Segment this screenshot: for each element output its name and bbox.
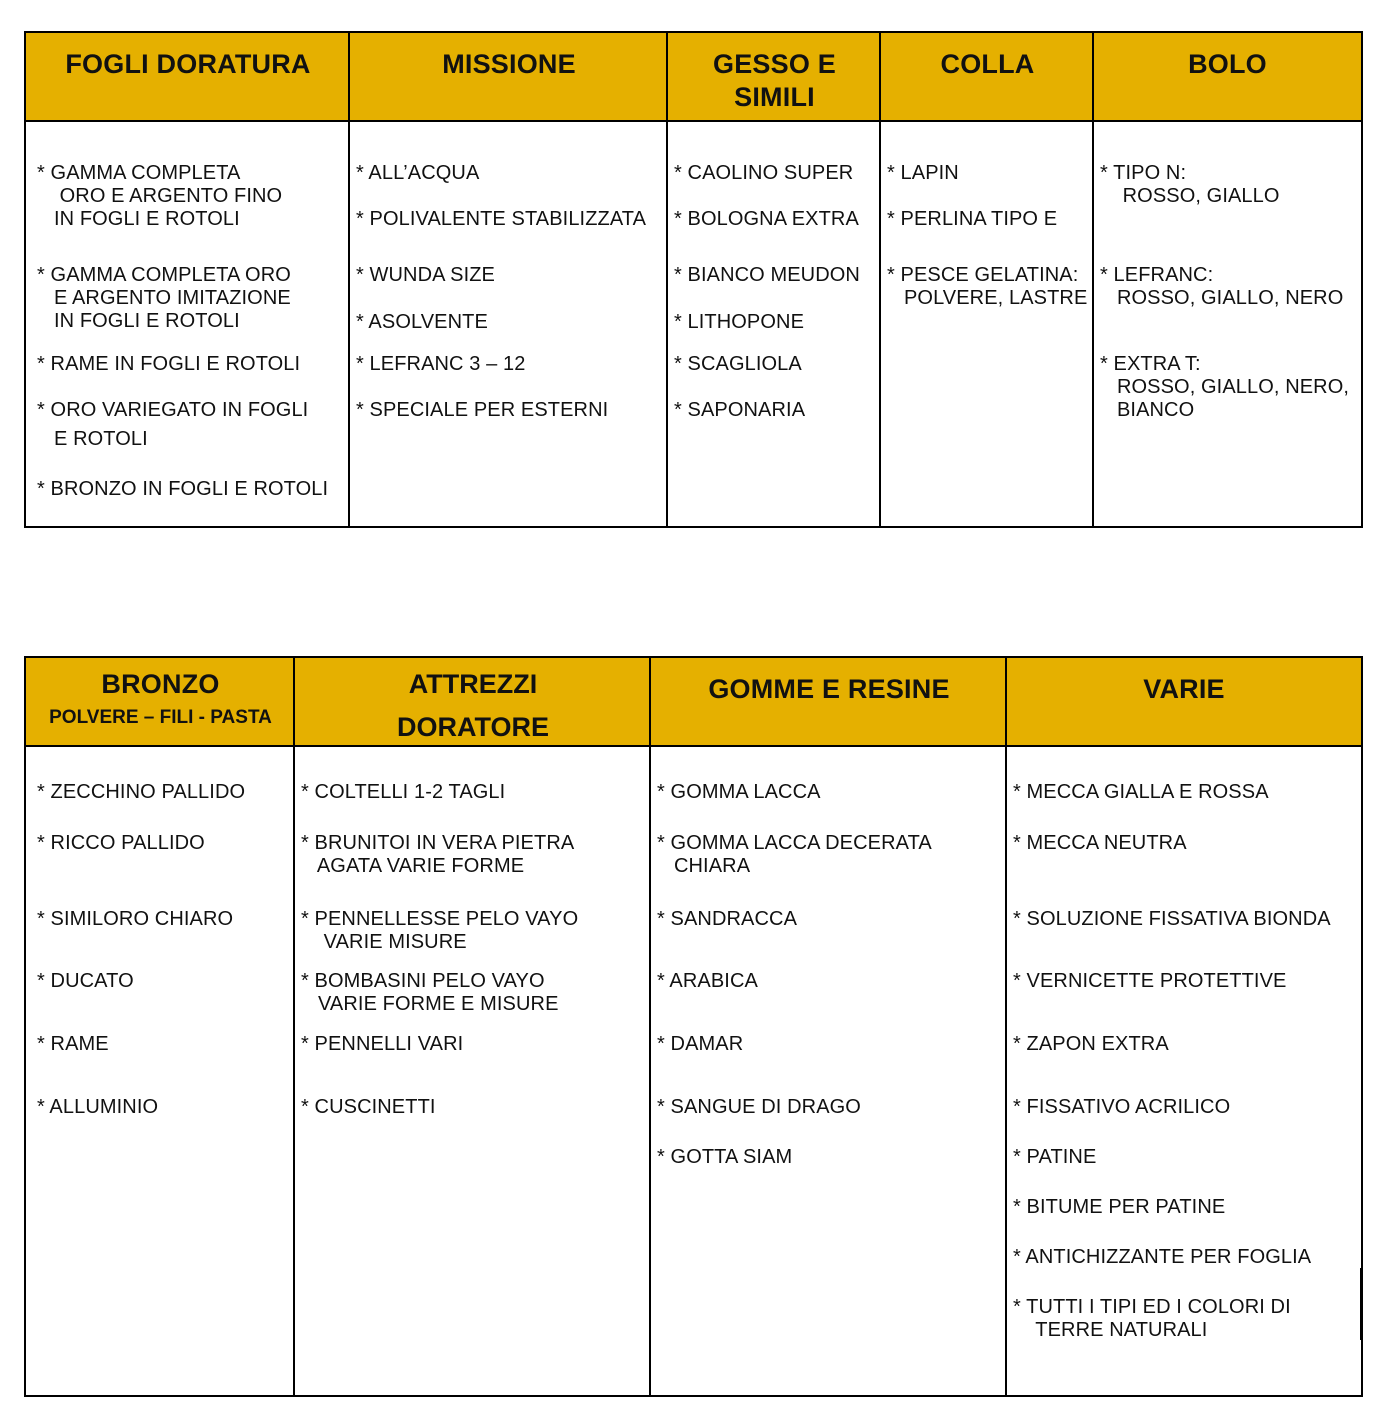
list-item-line: CHIARA [657,855,751,877]
list-item-line: * ORO VARIEGATO IN FOGLI [37,399,309,421]
list-item-line: * GOMMA LACCA DECERATA [657,832,932,854]
list-item-line: TERRE NATURALI [1013,1319,1208,1341]
column-header-title [668,33,881,114]
list-item [37,1096,158,1119]
list-item-line: VARIE MISURE [301,931,467,953]
list-item-line: * BITUME PER PATINE [1013,1196,1226,1218]
list-item-line: * PATINE [1013,1146,1097,1168]
list-item [37,428,148,451]
list-item-line: * FISSATIVO ACRILICO [1013,1096,1231,1118]
list-item [657,1096,861,1119]
list-item-line: * EXTRA T: [1100,353,1201,375]
list-item [37,1033,109,1056]
header-line: BRONZO [101,669,220,699]
list-item-line: * LEFRANC 3 – 12 [356,353,526,375]
column-header-title [26,658,295,701]
list-item-line: * PENNELLI VARI [301,1033,464,1055]
list-item [1100,264,1343,310]
list-item [37,478,328,501]
column-header-title [295,658,651,749]
column-header [1007,658,1361,747]
column-header [1094,33,1361,122]
list-item-line: * SCAGLIOLA [674,353,802,375]
column-header [651,658,1007,747]
list-item-line: ROSSO, GIALLO, NERO, [1100,376,1350,398]
list-item [657,1033,743,1056]
list-item-line: * ANTICHIZZANTE PER FOGLIA [1013,1246,1312,1268]
list-item [356,311,488,334]
list-item [1100,353,1349,422]
column-header-title [651,658,1007,706]
list-item [887,162,959,185]
list-item [1013,1296,1291,1342]
list-item-line: * LEFRANC: [1100,264,1214,286]
column-header [881,33,1094,122]
list-item-line: * BOLOGNA EXTRA [674,208,859,230]
column-varie [1005,658,1361,1395]
list-item [301,781,505,804]
column-attrezzi-doratore [293,658,651,1395]
list-item-line: * ARABICA [657,970,758,992]
header-line: MISSIONE [442,49,576,79]
list-item [37,970,134,993]
list-item-line: * BIANCO MEUDON [674,264,860,286]
list-item-line: * COLTELLI 1-2 TAGLI [301,781,506,803]
list-item-line: ROSSO, GIALLO, NERO [1100,287,1344,309]
list-item [887,208,1057,231]
list-item [1013,1146,1096,1169]
list-item-line: * LITHOPONE [674,311,805,333]
list-item [1013,1033,1169,1056]
list-item [301,832,574,878]
list-item-line: * RAME IN FOGLI E ROTOLI [37,353,301,375]
header-line: ATTREZZI [408,669,538,699]
list-item-line: * RAME [37,1033,109,1055]
list-item [356,208,646,231]
list-item-line: * GAMMA COMPLETA ORO [37,264,291,286]
list-item [356,399,608,422]
list-item [1013,970,1286,993]
list-item-line: * LAPIN [887,162,959,184]
header-line: DORATORE [396,712,549,742]
list-item-line: * SOLUZIONE FISSATIVA BIONDA [1013,908,1331,930]
list-item [657,781,821,804]
column-missione [348,33,668,526]
list-item-line: * ZAPON EXTRA [1013,1033,1169,1055]
list-item [356,264,495,287]
list-item [37,162,282,231]
list-item-line: * ALL’ACQUA [356,162,480,184]
list-item-line: * GAMMA COMPLETA [37,162,241,184]
column-header-title [350,33,668,81]
list-item-line: * MECCA NEUTRA [1013,832,1187,854]
list-item-line: IN FOGLI E ROTOLI [37,208,240,230]
list-item-line: * TIPO N: [1100,162,1187,184]
list-item-line: BIANCO [1100,399,1195,421]
list-item-line: * DAMAR [657,1033,744,1055]
column-header [295,658,651,747]
list-item [356,162,479,185]
list-item-line: * BRONZO IN FOGLI E ROTOLI [37,478,329,500]
list-item [1013,1096,1230,1119]
list-item [1013,832,1187,855]
list-item [301,970,559,1016]
product-table-top [24,31,1363,528]
list-item-line: VARIE FORME E MISURE [301,993,559,1015]
header-line: FOGLI DORATURA [65,49,311,79]
list-item-line: POLVERE, LASTRE [887,287,1088,309]
list-item-line: * DUCATO [37,970,134,992]
column-bronzo [26,658,295,1395]
list-item [657,970,758,993]
list-item-line: * SPECIALE PER ESTERNI [356,399,609,421]
column-header [350,33,668,122]
column-header-title [881,33,1094,81]
column-header-title [1094,33,1361,81]
list-item [37,353,300,376]
list-item-line: * BRUNITOI IN VERA PIETRA [301,832,575,854]
list-item-line: * SANDRACCA [657,908,798,930]
list-item [301,908,578,954]
column-colla [879,33,1094,526]
list-item [657,832,932,878]
list-item-line: * POLIVALENTE STABILIZZATA [356,208,647,230]
list-item-line: * PERLINA TIPO E [887,208,1058,230]
list-item [674,353,802,376]
list-item-line: * TUTTI I TIPI ED I COLORI DI [1013,1296,1291,1318]
list-item [301,1096,436,1119]
list-item [887,264,1087,310]
header-line: COLLA [940,49,1035,79]
product-table-bottom [24,656,1363,1397]
list-item-line: * PENNELLESSE PELO VAYO [301,908,579,930]
list-item [674,162,853,185]
list-item-line: E ARGENTO IMITAZIONE [37,287,291,309]
list-item-line: IN FOGLI E ROTOLI [37,310,240,332]
list-item [657,1146,792,1169]
list-item [674,264,860,287]
list-item [674,208,859,231]
list-item [1013,1246,1311,1269]
list-item-line: * ALLUMINIO [37,1096,159,1118]
list-item-line: E ROTOLI [37,428,148,450]
list-item-line: * MECCA GIALLA E ROSSA [1013,781,1269,803]
header-line: GOMME E RESINE [708,674,950,704]
list-item-line: ORO E ARGENTO FINO [37,185,283,207]
column-header-title [1007,658,1361,706]
list-item-line: AGATA VARIE FORME [301,855,525,877]
list-item [1013,1196,1225,1219]
list-item-line: * SIMILORO CHIARO [37,908,234,930]
list-item-line: ROSSO, GIALLO [1100,185,1280,207]
margin-mark [1360,1268,1363,1340]
list-item-line: * GOTTA SIAM [657,1146,793,1168]
list-item-line: * WUNDA SIZE [356,264,495,286]
column-header-subtitle: POLVERE – FILI - PASTA [49,707,272,728]
list-item-line: * SAPONARIA [674,399,806,421]
list-item [301,1033,463,1056]
column-header [26,658,295,747]
header-line: BOLO [1188,49,1267,79]
column-header [668,33,881,122]
list-item [1013,908,1331,931]
column-gesso-e-simili [666,33,881,526]
list-item-line: * CAOLINO SUPER [674,162,854,184]
list-item-line: * SANGUE DI DRAGO [657,1096,861,1118]
list-item-line: * CUSCINETTI [301,1096,436,1118]
list-item [356,353,525,376]
list-item-line: * BOMBASINI PELO VAYO [301,970,545,992]
list-item [37,781,245,804]
list-item-line: * ASOLVENTE [356,311,488,333]
list-item [37,832,205,855]
list-item-line: * ZECCHINO PALLIDO [37,781,246,803]
list-item [1100,162,1280,208]
list-item [674,399,805,422]
column-header-title [26,33,350,81]
list-item-line: * PESCE GELATINA: [887,264,1079,286]
list-item-line: * RICCO PALLIDO [37,832,205,854]
list-item-line: * GOMMA LACCA [657,781,821,803]
list-item [37,399,308,422]
column-fogli-doratura [26,33,350,526]
header-line: VARIE [1143,674,1225,704]
list-item [1013,781,1269,804]
list-item [37,264,291,333]
list-item [657,908,797,931]
header-line: SIMILI [734,82,815,112]
list-item [37,908,233,931]
column-gomme-e-resine [649,658,1007,1395]
column-header [26,33,350,122]
list-item [674,311,804,334]
column-bolo [1092,33,1361,526]
header-line: GESSO E [713,49,836,79]
list-item-line: * VERNICETTE PROTETTIVE [1013,970,1287,992]
